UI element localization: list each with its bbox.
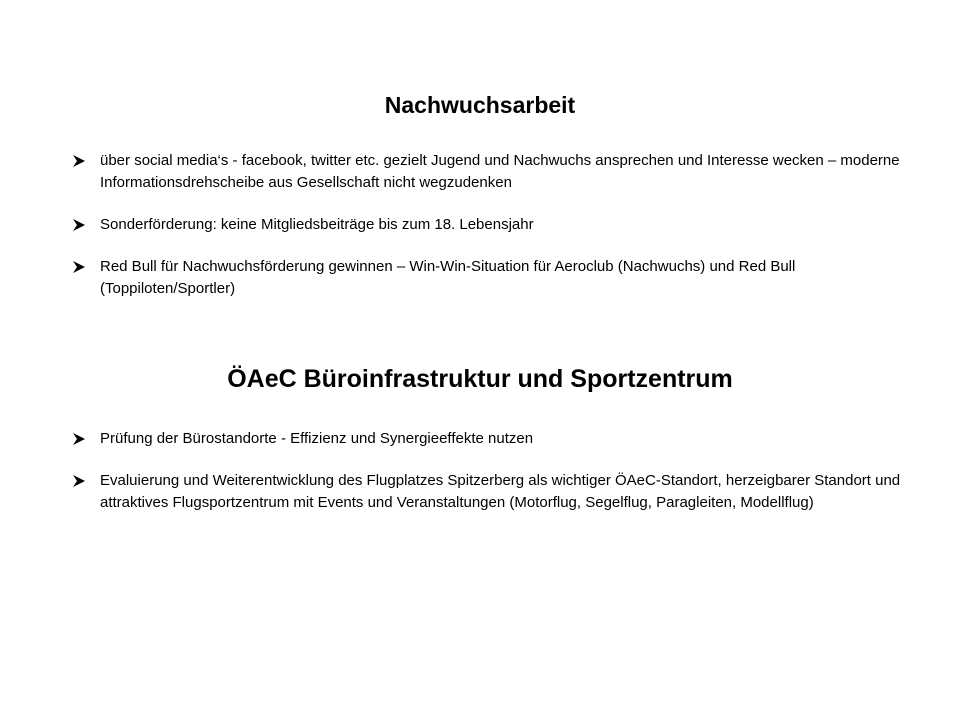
arrowhead-bullet-icon: [72, 218, 86, 232]
section-title-nachwuchsarbeit: Nachwuchsarbeit: [384, 92, 576, 118]
list-item: [70, 470, 910, 514]
arrowhead-bullet-icon: [72, 154, 86, 168]
bullet-text: Red Bull für Nachwuchsförderung gewinnen – Win-Win-Situation für Aeroclub (Nachwuchs) und Red Bull (Toppiloten/Sportler): [100, 258, 796, 297]
list-item: [70, 214, 910, 236]
list-item: [70, 256, 910, 300]
list-item: [70, 428, 910, 450]
arrowhead-bullet-icon: [72, 432, 86, 446]
arrowhead-bullet-icon: [72, 260, 86, 274]
bullet-text: Evaluierung und Weiterentwicklung des Flugplatzes Spitzerberg als wichtiger ÖAeC-Standort, herzeigbarer Standort und attraktives Flugsportzentrum mit Events und Veranstaltungen (Motorflug, Segelflug, Paragleiten, Modellflug): [100, 472, 901, 511]
list-item: [70, 150, 910, 194]
arrowhead-bullet-icon: [72, 474, 86, 488]
bullet-list-buero-sportzentrum: [70, 428, 910, 534]
bullet-list-nachwuchsarbeit: [70, 150, 910, 320]
bullet-text: Sonderförderung: keine Mitgliedsbeiträge bis zum 18. Lebensjahr: [100, 216, 534, 233]
bullet-text: Prüfung der Bürostandorte - Effizienz und Synergieeffekte nutzen: [100, 430, 534, 447]
bullet-text: über social media‘s - facebook, twitter etc. gezielt Jugend und Nachwuchs ansprechen und Interesse wecken – moderne Informationsdrehscheibe aus Gesellschaft nicht wegzudenken: [100, 152, 900, 191]
section-title-buero-sportzentrum: ÖAeC Büroinfrastruktur und Sportzentrum: [227, 365, 733, 393]
